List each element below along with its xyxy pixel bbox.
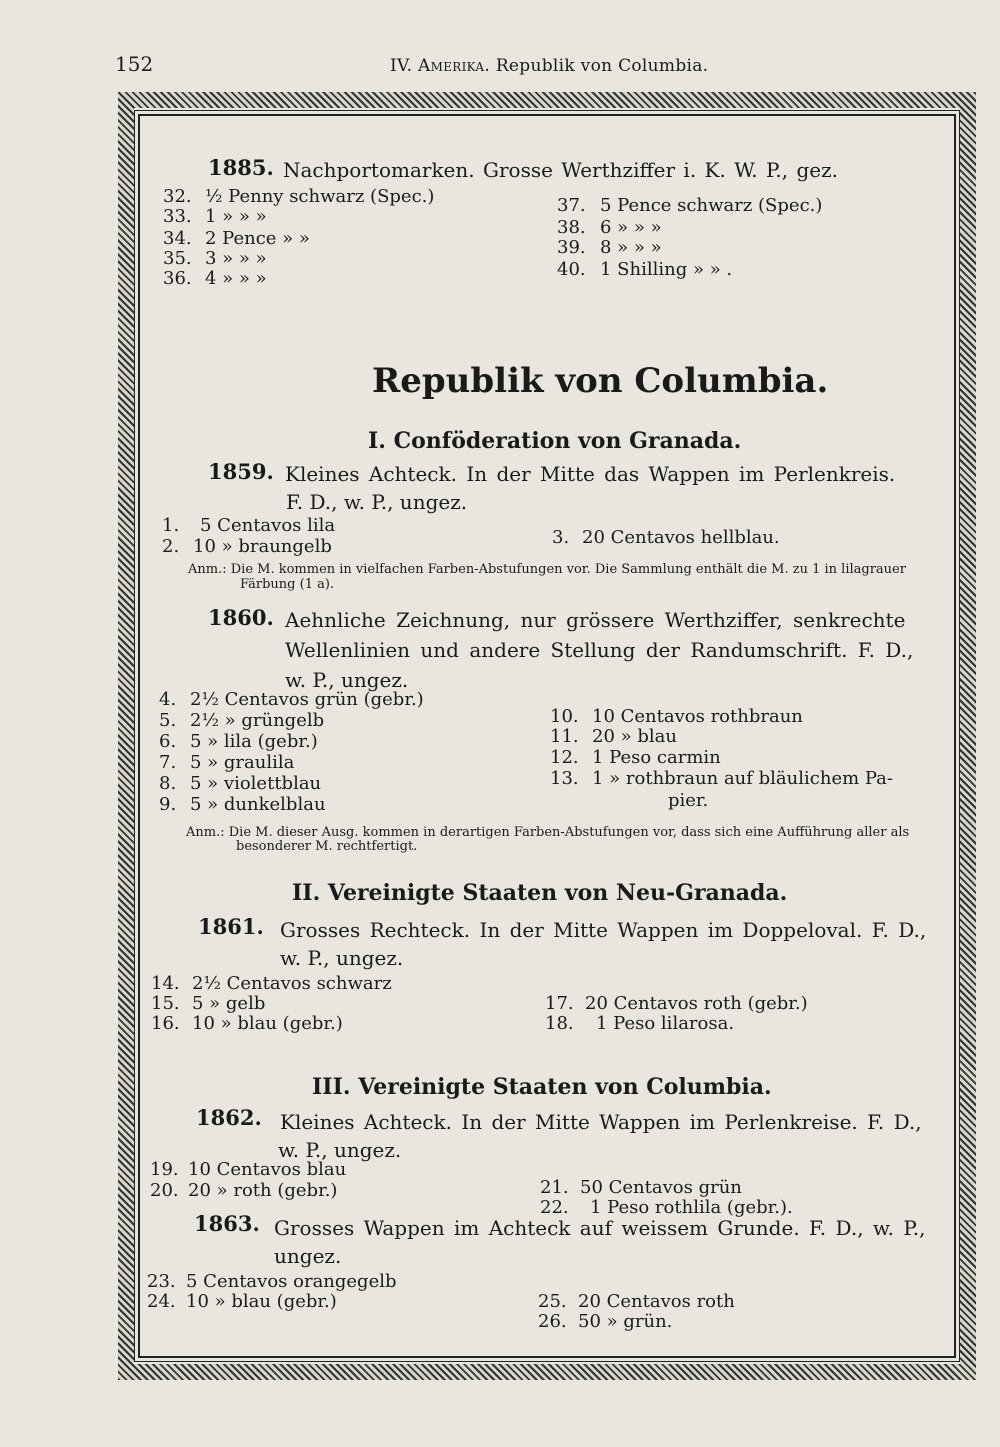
stamp-entry: 5 » gelb bbox=[192, 993, 266, 1014]
stamp-entry: 5 » lila (gebr.) bbox=[190, 731, 318, 752]
stamp-entry: 50 Centavos grün bbox=[580, 1177, 742, 1198]
stamp-num: 39. bbox=[557, 237, 586, 258]
running-head-prefix: IV. bbox=[390, 56, 413, 76]
stamp-num: 9. bbox=[159, 794, 177, 815]
stamp-entry: 1 » rothbraun auf bläulichem Pa- bbox=[592, 768, 893, 789]
stamp-entry: 1 Peso rothlila (gebr.). bbox=[590, 1197, 793, 1218]
stamp-num: 16. bbox=[151, 1013, 180, 1034]
running-head-section: Amerika. bbox=[418, 56, 491, 76]
annotation-1859-line1: Anm.: Die M. kommen in vielfachen Farben-Abstufungen vor. Die Sammlung enthält die M. zu 1 in lilagrauer bbox=[188, 562, 906, 577]
stamp-entry: 10 Centavos blau bbox=[188, 1159, 347, 1180]
stamp-num: 14. bbox=[151, 973, 180, 994]
stamp-num: 40. bbox=[557, 259, 586, 280]
stamp-num: 19. bbox=[150, 1159, 179, 1180]
year-1863: 1863. bbox=[194, 1211, 260, 1236]
year-1885: 1885. bbox=[208, 155, 274, 180]
annotation-1860-line2: besonderer M. rechtfertigt. bbox=[236, 839, 418, 854]
stamp-entry: 4 » » » bbox=[205, 268, 267, 289]
stamp-num: 3. bbox=[552, 527, 570, 548]
desc-1860-line3: w. P., ungez. bbox=[285, 668, 409, 692]
stamp-num: 20. bbox=[150, 1180, 179, 1201]
stamp-num: 15. bbox=[151, 993, 180, 1014]
stamp-num: 23. bbox=[147, 1271, 176, 1292]
desc-1859-line2: F. D., w. P., ungez. bbox=[286, 490, 468, 514]
stamp-num: 21. bbox=[540, 1177, 569, 1198]
stamp-num: 35. bbox=[163, 248, 192, 269]
annotation-1860-line1: Anm.: Die M. dieser Ausg. kommen in derartigen Farben-Abstufungen vor, dass sich eine Aufführung aller als bbox=[186, 825, 910, 840]
section-heading-3: III. Vereinigte Staaten von Columbia. bbox=[312, 1074, 772, 1100]
stamp-entry: 1 Shilling » » . bbox=[600, 259, 733, 280]
stamp-num: 32. bbox=[163, 186, 192, 207]
section-heading-1: I. Conföderation von Granada. bbox=[368, 428, 742, 454]
stamp-entry: 2 Pence » » bbox=[205, 228, 310, 249]
stamp-num: 10. bbox=[550, 706, 579, 727]
stamp-num: 26. bbox=[538, 1311, 567, 1332]
stamp-num: 25. bbox=[538, 1291, 567, 1312]
stamp-num: 8. bbox=[159, 773, 177, 794]
stamp-num: 11. bbox=[550, 726, 579, 747]
stamp-num: 24. bbox=[147, 1291, 176, 1312]
stamp-entry: 8 » » » bbox=[600, 237, 662, 258]
section-heading-2: II. Vereinigte Staaten von Neu-Granada. bbox=[292, 880, 788, 906]
stamp-entry: 5 Centavos orangegelb bbox=[186, 1271, 397, 1292]
stamp-entry: 10 » blau (gebr.) bbox=[186, 1291, 337, 1312]
stamp-num: 33. bbox=[163, 206, 192, 227]
desc-1863-line1: Grosses Wappen im Achteck auf weissem Grunde. F. D., w. P., bbox=[274, 1216, 926, 1240]
stamp-num: 6. bbox=[159, 731, 177, 752]
annotation-1859-line2: Färbung (1 a). bbox=[240, 577, 335, 592]
stamp-entry: 5 Centavos lila bbox=[200, 515, 336, 536]
stamp-entry: 5 » graulila bbox=[190, 752, 295, 773]
stamp-entry: 6 » » » bbox=[600, 217, 662, 238]
stamp-num: 1. bbox=[162, 515, 180, 536]
year-1862: 1862. bbox=[196, 1105, 262, 1130]
page-number: 152 bbox=[115, 52, 154, 76]
desc-1862-line2: w. P., ungez. bbox=[278, 1138, 402, 1162]
stamp-entry: 10 » blau (gebr.) bbox=[192, 1013, 343, 1034]
desc-1862-line1: Kleines Achteck. In der Mitte Wappen im Perlenkreise. F. D., bbox=[280, 1110, 922, 1134]
year-1859: 1859. bbox=[208, 459, 274, 484]
stamp-num: 7. bbox=[159, 752, 177, 773]
stamp-entry: 20 » roth (gebr.) bbox=[188, 1180, 338, 1201]
stamp-entry: 20 Centavos hellblau. bbox=[582, 527, 780, 548]
stamp-num: 18. bbox=[545, 1013, 574, 1034]
stamp-entry: 1 Peso carmin bbox=[592, 747, 721, 768]
stamp-entry: 20 Centavos roth bbox=[578, 1291, 735, 1312]
running-head bbox=[390, 56, 708, 76]
desc-1860-line2: Wellenlinien und andere Stellung der Randumschrift. F. D., bbox=[285, 638, 914, 662]
stamp-entry: 2½ Centavos grün (gebr.) bbox=[190, 689, 424, 710]
stamp-entry: 10 Centavos rothbraun bbox=[592, 706, 803, 727]
stamp-entry: 2½ » grüngelb bbox=[190, 710, 325, 731]
stamp-entry: 1 » » » bbox=[205, 206, 267, 227]
desc-1861-line2: w. P., ungez. bbox=[280, 946, 404, 970]
stamp-num: 5. bbox=[159, 710, 177, 731]
stamp-num: 4. bbox=[159, 689, 177, 710]
desc-1860-line1: Aehnliche Zeichnung, nur grössere Werthziffer, senkrechte bbox=[285, 608, 906, 632]
desc-1885: Nachportomarken. Grosse Werthziffer i. K. W. P., gez. bbox=[283, 158, 838, 182]
desc-1859-line1: Kleines Achteck. In der Mitte das Wappen im Perlenkreis. bbox=[285, 462, 896, 486]
stamp-entry-continuation: pier. bbox=[668, 790, 709, 811]
stamp-num: 22. bbox=[540, 1197, 569, 1218]
stamp-entry: 5 » dunkelblau bbox=[190, 794, 326, 815]
stamp-entry: 5 Pence schwarz (Spec.) bbox=[600, 195, 823, 216]
stamp-entry: 5 » violettblau bbox=[190, 773, 322, 794]
stamp-num: 2. bbox=[162, 536, 180, 557]
year-1861: 1861. bbox=[198, 914, 264, 939]
year-1860: 1860. bbox=[208, 605, 274, 630]
stamp-num: 34. bbox=[163, 228, 192, 249]
stamp-num: 37. bbox=[557, 195, 586, 216]
page-header bbox=[0, 52, 1000, 82]
stamp-num: 17. bbox=[545, 993, 574, 1014]
desc-1863-line2: ungez. bbox=[274, 1244, 342, 1268]
stamp-entry: 1 Peso lilarosa. bbox=[596, 1013, 735, 1034]
stamp-num: 36. bbox=[163, 268, 192, 289]
stamp-entry: 2½ Centavos schwarz bbox=[192, 973, 392, 994]
stamp-entry: 10 » braungelb bbox=[193, 536, 332, 557]
stamp-entry: 20 » blau bbox=[592, 726, 677, 747]
running-head-country: Republik von Columbia. bbox=[495, 56, 709, 76]
stamp-entry: 50 » grün. bbox=[578, 1311, 673, 1332]
stamp-num: 38. bbox=[557, 217, 586, 238]
page-title: Republik von Columbia. bbox=[372, 361, 829, 401]
stamp-entry: 3 » » » bbox=[205, 248, 267, 269]
stamp-num: 13. bbox=[550, 768, 579, 789]
stamp-num: 12. bbox=[550, 747, 579, 768]
stamp-entry: 20 Centavos roth (gebr.) bbox=[585, 993, 808, 1014]
desc-1861-line1: Grosses Rechteck. In der Mitte Wappen im Doppeloval. F. D., bbox=[280, 918, 927, 942]
stamp-entry: ½ Penny schwarz (Spec.) bbox=[205, 186, 435, 207]
